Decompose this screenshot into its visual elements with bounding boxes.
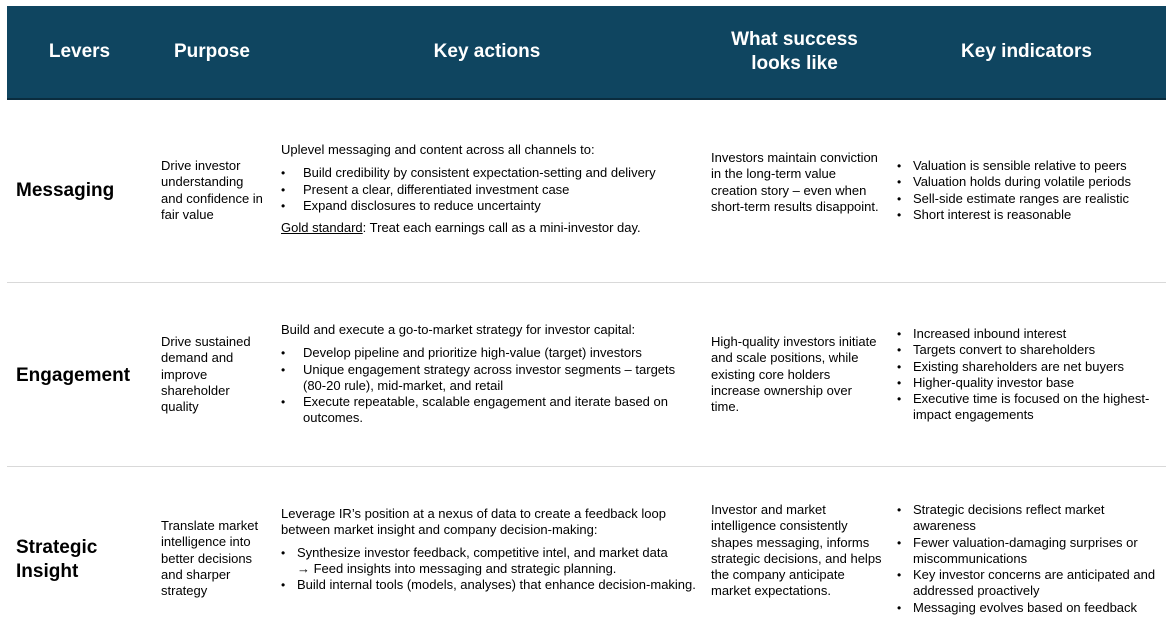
lever-engagement: Engagement bbox=[16, 365, 131, 386]
actions-engagement bbox=[281, 322, 696, 427]
table-header bbox=[7, 6, 1166, 100]
list-item: • Sell-side estimate ranges are realistic bbox=[897, 191, 1157, 207]
list-item: • Increased inbound interest bbox=[897, 326, 1157, 342]
actions-intro: Leverage IR’s position at a nexus of data to create a feedback loop between market insight and company decision-making: bbox=[281, 506, 666, 538]
list-item: • Higher-quality investor base bbox=[897, 375, 1157, 391]
list-item: • Valuation holds during volatile periods bbox=[897, 174, 1157, 190]
success-messaging: Investors maintain conviction in the long-term value creation story – even when short-term results disappoint. bbox=[711, 150, 879, 214]
list-item: • Build internal tools (models, analyses) that enhance decision-making. bbox=[281, 577, 696, 593]
header-success-line1: What success bbox=[731, 29, 858, 50]
actions-list bbox=[281, 165, 696, 214]
purpose-strategic-insight: Translate market intelligence into better decisions and sharper strategy bbox=[161, 518, 259, 599]
header-success-line2: looks like bbox=[751, 53, 838, 74]
actions-bullet-text: Synthesize investor feedback, competitive intel, and market data bbox=[297, 544, 668, 560]
indicators-list bbox=[897, 326, 1157, 424]
row-divider bbox=[7, 466, 1166, 467]
list-item: • Unique engagement strategy across investor segments – targets (80-20 rule), mid-market, and retail bbox=[281, 362, 696, 395]
indicators-list bbox=[897, 502, 1159, 616]
list-item: • Strategic decisions reflect market awareness bbox=[897, 502, 1159, 535]
actions-messaging bbox=[281, 142, 696, 236]
list-item: • Key investor concerns are anticipated and addressed proactively bbox=[897, 567, 1159, 600]
lever-strategic-insight bbox=[16, 536, 97, 584]
indicators-list bbox=[897, 158, 1157, 223]
gold-standard-note bbox=[281, 220, 696, 236]
list-item: • Develop pipeline and prioritize high-value (target) investors bbox=[281, 345, 696, 361]
lever-line: Strategic bbox=[16, 537, 98, 558]
gold-standard-text: : Treat each earnings call as a mini-investor day. bbox=[362, 220, 641, 236]
list-item: • Fewer valuation-damaging surprises or miscommunications bbox=[897, 535, 1159, 568]
actions-strategic-insight bbox=[281, 506, 696, 593]
lever-messaging: Messaging bbox=[16, 180, 115, 201]
list-item: • Build credibility by consistent expectation-setting and delivery bbox=[281, 165, 696, 181]
success-engagement: High-quality investors initiate and scale positions, while existing core holders increase ownership over time. bbox=[711, 334, 877, 415]
indicators-engagement bbox=[897, 326, 1157, 424]
indicators-strategic-insight bbox=[897, 502, 1159, 616]
header-purpose: Purpose bbox=[173, 41, 251, 62]
header-key-indicators: Key indicators bbox=[961, 41, 1092, 62]
actions-intro: Uplevel messaging and content across all channels to: bbox=[281, 142, 595, 157]
lever-line: Insight bbox=[16, 561, 79, 582]
list-item: • Existing shareholders are net buyers bbox=[897, 359, 1157, 375]
list-item: • Short interest is reasonable bbox=[897, 207, 1157, 223]
list-item: • Messaging evolves based on feedback bbox=[897, 600, 1159, 616]
header-levers: Levers bbox=[48, 41, 111, 62]
list-item: • Expand disclosures to reduce uncertainty bbox=[281, 198, 696, 214]
gold-standard-label: Gold standard bbox=[281, 220, 363, 236]
header-success bbox=[702, 6, 887, 98]
list-item bbox=[281, 545, 696, 578]
list-item: • Executive time is focused on the highest-impact engagements bbox=[897, 391, 1157, 424]
actions-intro: Build and execute a go-to-market strategy for investor capital: bbox=[281, 322, 636, 337]
purpose-engagement: Drive sustained demand and improve shareholder quality bbox=[161, 334, 251, 415]
header-key-actions: Key actions bbox=[433, 41, 541, 62]
purpose-messaging: Drive investor understanding and confidence in fair value bbox=[161, 158, 263, 222]
row-divider bbox=[7, 282, 1166, 283]
actions-bullet-arrow-text: → Feed insights into messaging and strategic planning. bbox=[297, 560, 617, 576]
actions-list bbox=[281, 345, 696, 426]
list-item: • Targets convert to shareholders bbox=[897, 342, 1157, 358]
indicators-messaging bbox=[897, 158, 1157, 223]
success-strategic-insight: Investor and market intelligence consistently shapes messaging, informs strategic decisions, and helps the company anticipate market expectations. bbox=[711, 502, 882, 599]
list-item: • Valuation is sensible relative to peers bbox=[897, 158, 1157, 174]
list-item: • Present a clear, differentiated investment case bbox=[281, 182, 696, 198]
list-item: • Execute repeatable, scalable engagement and iterate based on outcomes. bbox=[281, 394, 696, 427]
actions-list bbox=[281, 545, 696, 594]
